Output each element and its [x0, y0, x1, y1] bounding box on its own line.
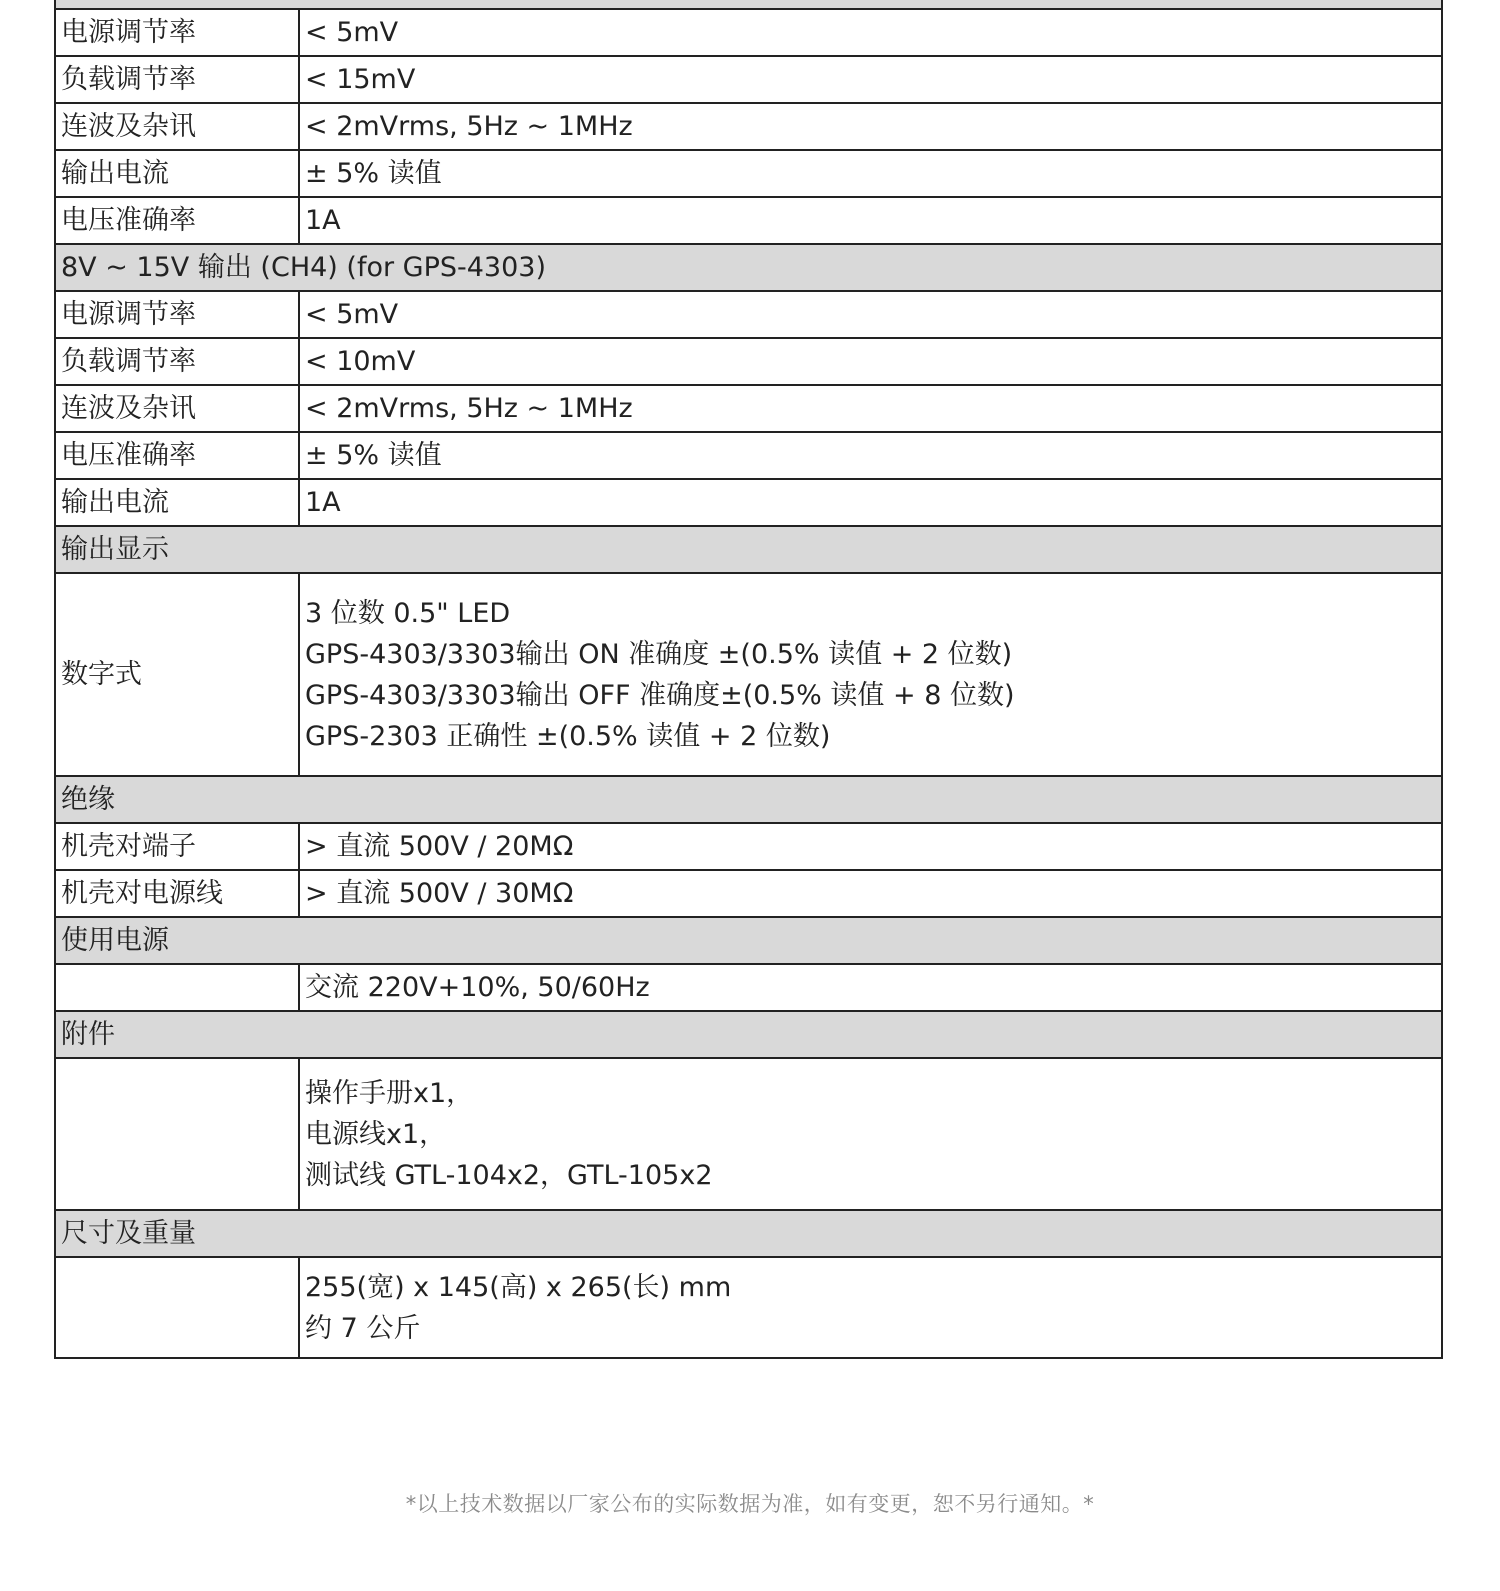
dimension-line: 255(宽) x 145(高) x 265(长) mm — [305, 1271, 732, 1303]
section-header-ch4 — [55, 244, 1442, 291]
table-row — [55, 870, 1442, 917]
row-value: < 2mVrms, 5Hz ~ 1MHz — [299, 385, 1442, 432]
display-line: 3 位数 0.5" LED — [305, 597, 511, 629]
accessory-line: 测试线 GTL-104x2，GTL-105x2 — [305, 1159, 713, 1191]
row-label: 连波及杂讯 — [55, 385, 299, 432]
display-line: GPS-2303 正确性 ±(0.5% 读值 + 2 位数) — [305, 720, 831, 752]
accessory-line: 电源线x1， — [305, 1118, 447, 1150]
row-label-empty — [55, 1257, 299, 1358]
row-label-empty — [55, 964, 299, 1011]
table-row — [55, 9, 1442, 56]
section-title: 尺寸及重量 — [55, 1210, 1442, 1257]
row-value: < 10mV — [299, 338, 1442, 385]
row-label: 负载调节率 — [55, 338, 299, 385]
row-value: < 2mVrms, 5Hz ~ 1MHz — [299, 103, 1442, 150]
section-title: 绝缘 — [55, 776, 1442, 823]
row-label: 数字式 — [55, 573, 299, 776]
table-row-accessories — [55, 1058, 1442, 1210]
row-value: < 5mV — [299, 9, 1442, 56]
section-header-insulation — [55, 776, 1442, 823]
row-value: > 直流 500V / 30MΩ — [299, 870, 1442, 917]
row-label: 电源调节率 — [55, 9, 299, 56]
table-row — [55, 291, 1442, 338]
section-header-accessories — [55, 1011, 1442, 1058]
spec-table — [54, 0, 1443, 1359]
row-label: 机壳对端子 — [55, 823, 299, 870]
table-row — [55, 823, 1442, 870]
row-value: 交流 220V+10%, 50/60Hz — [299, 964, 1442, 1011]
row-value: < 15mV — [299, 56, 1442, 103]
section-title: 附件 — [55, 1011, 1442, 1058]
section-header-dimensions — [55, 1210, 1442, 1257]
row-label: 电源调节率 — [55, 291, 299, 338]
row-label-empty — [55, 1058, 299, 1210]
row-value: < 5mV — [299, 291, 1442, 338]
row-label: 电压准确率 — [55, 197, 299, 244]
table-row — [55, 338, 1442, 385]
table-row — [55, 197, 1442, 244]
accessory-line: 操作手册x1， — [305, 1077, 474, 1109]
table-row — [55, 432, 1442, 479]
table-row — [55, 150, 1442, 197]
section-title — [55, 0, 1442, 9]
table-row — [55, 385, 1442, 432]
row-label: 负载调节率 — [55, 56, 299, 103]
row-label: 机壳对电源线 — [55, 870, 299, 917]
table-row — [55, 964, 1442, 1011]
dimension-line: 约 7 公斤 — [305, 1312, 421, 1344]
row-label: 电压准确率 — [55, 432, 299, 479]
row-value: 1A — [299, 197, 1442, 244]
display-line: GPS-4303/3303输出 ON 准确度 ±(0.5% 读值 + 2 位数) — [305, 638, 1013, 670]
section-header-power — [55, 917, 1442, 964]
table-row — [55, 479, 1442, 526]
row-label: 连波及杂讯 — [55, 103, 299, 150]
section-title: 输出显示 — [55, 526, 1442, 573]
row-value-multiline — [299, 573, 1442, 776]
section-title: 使用电源 — [55, 917, 1442, 964]
section-header-top — [55, 0, 1442, 9]
row-value-multiline — [299, 1058, 1442, 1210]
row-value: 1A — [299, 479, 1442, 526]
table-row-dimensions — [55, 1257, 1442, 1358]
table-row-display — [55, 573, 1442, 776]
row-value: ± 5% 读值 — [299, 432, 1442, 479]
row-label: 输出电流 — [55, 150, 299, 197]
row-value: > 直流 500V / 20MΩ — [299, 823, 1442, 870]
footnote: *以上技术数据以厂家公布的实际数据为准，如有变更，恕不另行通知。* — [405, 1492, 1095, 1516]
row-label: 输出电流 — [55, 479, 299, 526]
row-value-multiline — [299, 1257, 1442, 1358]
row-value: ± 5% 读值 — [299, 150, 1442, 197]
section-title: 8V ~ 15V 输出 (CH4) (for GPS-4303) — [55, 244, 1442, 291]
table-row — [55, 103, 1442, 150]
display-line: GPS-4303/3303输出 OFF 准确度±(0.5% 读值 + 8 位数) — [305, 679, 1015, 711]
table-row — [55, 56, 1442, 103]
section-header-display — [55, 526, 1442, 573]
